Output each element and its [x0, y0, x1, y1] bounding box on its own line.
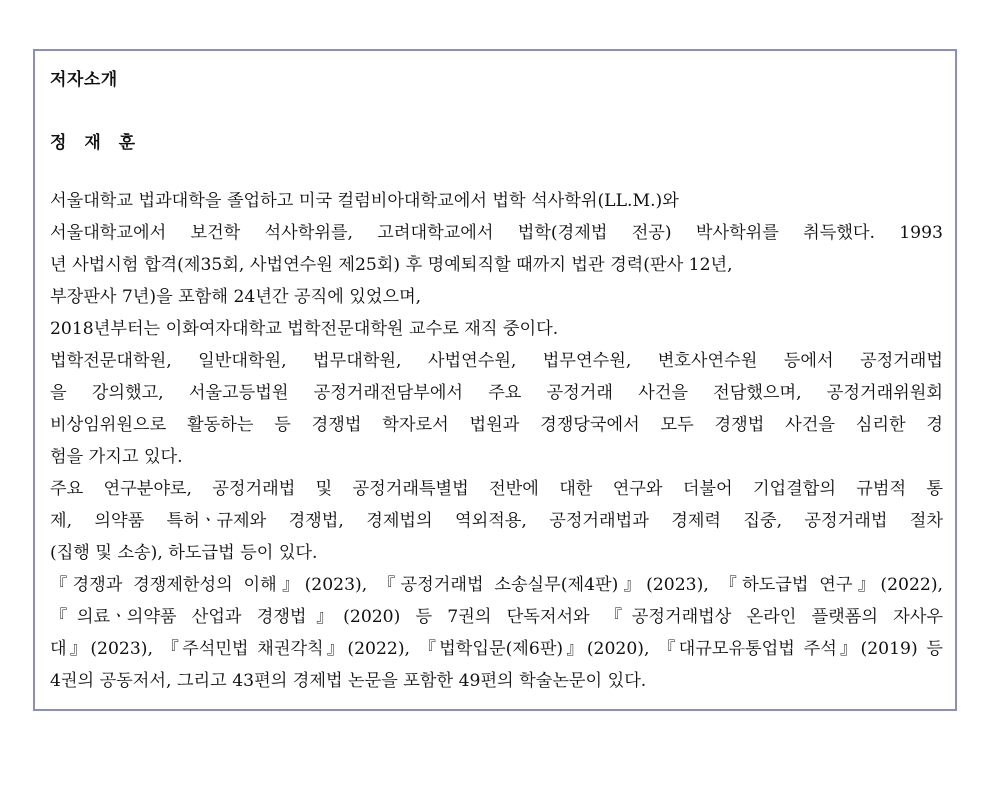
bio-line-13: 『경쟁과 경쟁제한성의 이해』(2023), 『공정거래법 소송실무(제4판)』(2023), 『하도급법 연구』(2022),: [50, 575, 943, 595]
section-title: 저자소개: [50, 70, 118, 90]
author-bio-box: [33, 49, 957, 711]
bio-line-6: 법학전문대학원, 일반대학원, 법무대학원, 사법연수원, 법무연수원, 변호사연수원 등에서 공정거래법: [50, 351, 943, 371]
bio-line-10: 주요 연구분야로, 공정거래법 및 공정거래특별법 전반에 대한 연구와 더불어 기업결합의 규범적 통: [50, 479, 943, 499]
bio-line-2: 서울대학교에서 보건학 석사학위를, 고려대학교에서 법학(경제법 전공) 박사학위를 취득했다. 1993: [50, 223, 943, 243]
bio-line-5: 2018년부터는 이화여자대학교 법학전문대학원 교수로 재직 중이다.: [50, 319, 559, 339]
bio-line-8: 비상임위원으로 활동하는 등 경쟁법 학자로서 법원과 경쟁당국에서 모두 경쟁법 사건을 심리한 경: [50, 415, 943, 435]
author-name: 정 재 훈: [50, 133, 142, 153]
bio-line-3: 년 사법시험 합격(제35회, 사법연수원 제25회) 후 명예퇴직할 때까지 법관 경력(판사 12년,: [50, 255, 733, 275]
bio-line-15: 대』(2023), 『주석민법 채권각칙』(2022), 『법학입문(제6판)』(2020), 『대규모유통업법 주석』(2019) 등: [50, 639, 943, 659]
bio-line-1: 서울대학교 법과대학을 졸업하고 미국 컬럼비아대학교에서 법학 석사학위(LL.M.)와: [50, 191, 679, 211]
bio-line-11: 제, 의약품 특허ㆍ규제와 경쟁법, 경제법의 역외적용, 공정거래법과 경제력 집중, 공정거래법 절차: [50, 511, 943, 531]
bio-line-14: 『의료ㆍ의약품 산업과 경쟁법』(2020) 등 7권의 단독저서와 『공정거래법상 온라인 플랫폼의 자사우: [50, 607, 943, 627]
bio-line-16: 4권의 공동저서, 그리고 43편의 경제법 논문을 포함한 49편의 학술논문이 있다.: [50, 671, 647, 691]
bio-line-4: 부장판사 7년)을 포함해 24년간 공직에 있었으며,: [50, 287, 422, 307]
bio-line-7: 을 강의했고, 서울고등법원 공정거래전담부에서 주요 공정거래 사건을 전담했으며, 공정거래위원회: [50, 383, 943, 403]
bio-line-12: (집행 및 소송), 하도급법 등이 있다.: [50, 543, 318, 563]
bio-line-9: 험을 가지고 있다.: [50, 447, 183, 467]
